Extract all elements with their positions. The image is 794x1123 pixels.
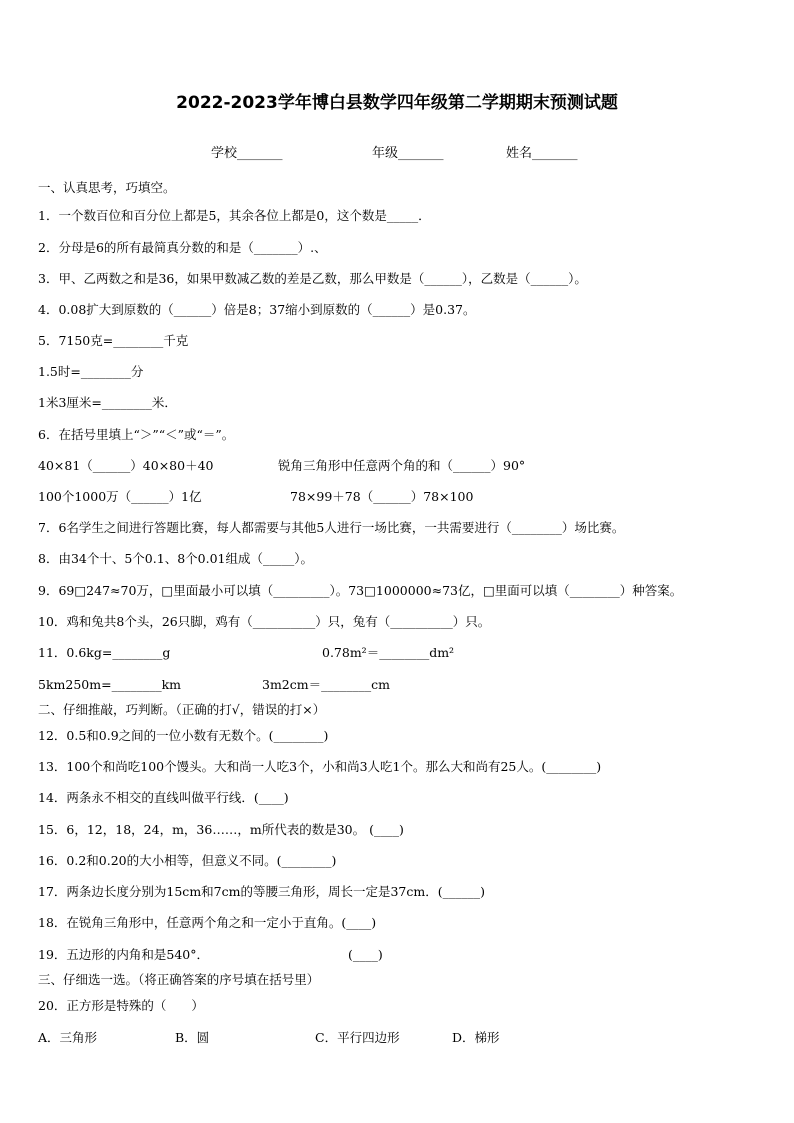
option-d: D．梯形 (452, 1030, 500, 1045)
question-14: 14．两条永不相交的直线叫做平行线．(____) (38, 790, 289, 805)
question-15: 15．6，12，18，24，m，36……，m所代表的数是30。 (____) (38, 822, 404, 837)
question-11-row1 (38, 645, 455, 661)
question-11-row2-right: 3m2cm＝________cm (262, 677, 390, 692)
question-8: 8．由34个十、5个0.1、8个0.01组成（_____）。 (38, 551, 313, 566)
question-13: 13．100个和尚吃100个馒头。大和尚一人吃3个，小和尚3人吃1个。那么大和尚有25人。(________) (38, 759, 602, 774)
question-5a: 5．7150克=________千克 (38, 333, 189, 348)
question-6-row1 (38, 458, 526, 474)
question-12: 12．0.5和0.9之间的一位小数有无数个。(________) (38, 728, 329, 743)
question-6-row1-right: 锐角三角形中任意两个角的和（______）90° (278, 458, 526, 473)
question-19 (38, 947, 383, 963)
question-1: 1．一个数百位和百分位上都是5，其余各位上都是0，这个数是_____． (38, 208, 431, 223)
page-title: 2022-2023学年博白县数学四年级第二学期期末预测试题 (176, 93, 618, 113)
question-4: 4．0.08扩大到原数的（______）倍是8；37缩小到原数的（______）是0.37。 (38, 302, 476, 317)
question-11-row2-left: 5km250m=________km (38, 677, 181, 692)
question-6-row1-left: 40×81（______）40×80＋40 (38, 458, 214, 473)
question-6: 6．在括号里填上“＞”“＜”或“＝”。 (38, 427, 235, 442)
question-19-text: 19．五边形的内角和是540°． (38, 947, 210, 962)
question-6-row2-right: 78×99＋78（______）78×100 (290, 489, 474, 504)
question-7: 7．6名学生之间进行答题比赛，每人都需要与其他5人进行一场比赛，一共需要进行（________）场比赛。 (38, 520, 625, 535)
question-16: 16．0.2和0.20的大小相等，但意义不同。(________) (38, 853, 337, 868)
question-6-row2-left: 100个1000万（______）1亿 (38, 489, 202, 504)
option-a: A．三角形 (38, 1030, 98, 1045)
question-6-row2 (38, 489, 474, 505)
section-heading-1: 一、认真思考，巧填空。 (38, 180, 176, 195)
question-2: 2．分母是6的所有最简真分数的和是（_______）.、 (38, 240, 327, 255)
section-heading-2: 二、仔细推敲，巧判断。（正确的打√，错误的打×） (38, 702, 326, 717)
question-10: 10．鸡和兔共8个头，26只脚，鸡有（__________）只，兔有（__________）只。 (38, 614, 491, 629)
question-19-blank: (____) (348, 947, 383, 962)
name-field: 姓名_______ (506, 146, 578, 161)
question-5b: 1.5时=________分 (38, 364, 144, 379)
option-b: B．圆 (175, 1030, 210, 1045)
question-17: 17．两条边长度分别为15cm和7cm的等腰三角形，周长一定是37cm．(______) (38, 884, 485, 899)
section-heading-3: 三、仔细选一选。（将正确答案的序号填在括号里） (38, 972, 320, 987)
question-20-options (38, 1030, 500, 1046)
grade-field: 年级_______ (372, 146, 444, 161)
question-11-row1-left: 11．0.6kg=________g (38, 645, 171, 660)
question-3: 3．甲、乙两数之和是36，如果甲数减乙数的差是乙数，那么甲数是（______），乙数是（______）。 (38, 271, 587, 286)
question-5c: 1米3厘米=________米． (38, 395, 177, 410)
question-11-row1-right: 0.78m²＝________dm² (322, 645, 455, 660)
question-20: 20．正方形是特殊的（ ） (38, 998, 204, 1013)
option-c: C．平行四边形 (315, 1030, 400, 1045)
question-18: 18．在锐角三角形中，任意两个角之和一定小于直角。(____) (38, 915, 377, 930)
school-field: 学校_______ (211, 146, 283, 161)
question-9: 9．69□247≈70万，□里面最小可以填（_________）。73□1000000≈73亿，□里面可以填（________）种答案。 (38, 583, 683, 598)
question-11-row2 (38, 677, 390, 693)
